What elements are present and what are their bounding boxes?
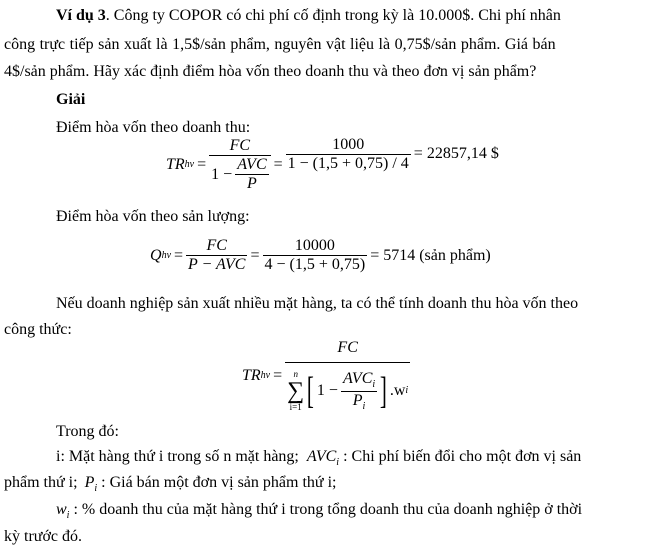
sum-sign: n ∑ i=1 [287, 369, 305, 412]
formula2-fraction-2 [263, 238, 368, 273]
formula1-lhs-sub: hv [184, 159, 195, 170]
formula1-den1-num: AVC [237, 156, 267, 173]
formula2-den1: P − AVC [188, 256, 246, 273]
formula1-fraction-2 [286, 137, 411, 172]
formula3-p: P [352, 391, 363, 409]
example-line-1-text: . Công ty COPOR có chi phí cố định trong kỳ là 10.000$. Chi phí nhân [105, 7, 561, 24]
formula3-sum-bottom: i=1 [289, 402, 302, 412]
formula1-den1-den: P [235, 174, 268, 192]
formula1-num1: FC [229, 137, 251, 154]
formula3-lhs-sub: hv [260, 370, 271, 381]
definition-i: i: Mặt hàng thứ i trong số n mặt hàng; [56, 448, 299, 465]
definition-w-symbol: w [56, 501, 67, 518]
formula3-avc-sub: i [372, 378, 376, 390]
output-intro: Điểm hòa vốn theo sản lượng: [56, 208, 250, 225]
formula1-den1-a: 1 − [211, 165, 233, 183]
formula3-avc: AVC [342, 369, 373, 387]
formula-output-breakeven: Q hv = $\frac{FC}{\text{P − AVC}}$ = $\frac{10000}{4 - (1,5 + 0,75)}$ = 5714 (sản phẩm) [150, 237, 491, 273]
formula3-lhs: TR [242, 367, 261, 384]
formula2-num2: 10000 [294, 237, 335, 254]
formula3-tail: .w [389, 382, 406, 399]
definition-line-2-start: phẩm thứ i; [4, 474, 78, 491]
formula2-result: = 5714 (sản phẩm) [370, 246, 491, 264]
formula2-lhs: Q [150, 246, 162, 264]
formula3-fraction: FC n ∑ i=1 [ 1 − $\frac{AVC_i}{P_i}$ ] .w i [287, 339, 409, 412]
definition-line-3 [56, 502, 582, 521]
multi-line-2: công thức: [4, 321, 72, 338]
definition-line-4: kỳ trước đó. [4, 528, 83, 545]
example-line-3: 4$/sản phẩm. Hãy xác định điểm hòa vốn theo doanh thu và theo đơn vị sản phẩm? [4, 63, 537, 80]
example-line-2: công trực tiếp sản xuất là 1,5$/sản phẩm, nguyên vật liệu là 0,75$/sản phẩm. Giá bán [4, 36, 556, 53]
definition-avc-text: : Chi phí biến đổi cho một đơn vị sản [343, 448, 582, 465]
revenue-intro: Điểm hòa vốn theo doanh thu: [56, 119, 251, 136]
definition-line-2 [4, 475, 336, 494]
formula1-lhs: TR [166, 156, 185, 173]
formula-revenue-breakeven: TR hv = FC 1 − $\frac{\text{AVC}}{P}$ = $\frac{1000}{1 - (1,5 + 0,75) / 4}$ = 22857,14 $ [166, 135, 499, 192]
formula1-den2: 1 − (1,5 + 0,75) / 4 [287, 154, 409, 172]
example-line-1 [56, 8, 561, 24]
formula-multi-product: TR hv = FC n ∑ i=1 [ 1 − $\frac{AVC_i}{P_i}$ ] .w i [242, 339, 409, 412]
example-label: Ví dụ 3 [56, 7, 106, 24]
where-heading: Trong đó: [56, 423, 119, 440]
definition-p-text: : Giá bán một đơn vị sản phẩm thứ i; [101, 474, 337, 491]
formula3-num: FC [337, 339, 358, 356]
formula3-sum-top: n [293, 369, 298, 379]
formula2-den2: 4 − (1,5 + 0,75) [264, 256, 366, 273]
definition-avc-sub: i [336, 457, 340, 468]
formula3-tail-sub: i [405, 385, 409, 396]
definition-w-text: : % doanh thu của mặt hàng thứ i trong tổng doanh thu của doanh nghiệp ở thời [73, 501, 583, 518]
definition-p-sub: i [94, 483, 98, 494]
formula1-fraction-1 [209, 138, 270, 192]
formula2-num1: FC [206, 237, 227, 254]
definition-p-symbol: P [84, 474, 95, 491]
multi-line-1: Nếu doanh nghiệp sản xuất nhiều mặt hàng, ta có thể tính doanh thu hòa vốn theo [56, 295, 579, 312]
formula1-num2: 1000 [332, 135, 365, 153]
formula3-one-minus: 1 − [316, 382, 338, 399]
solution-heading: Giải [56, 91, 86, 108]
formula1-result: = 22857,14 $ [413, 145, 499, 162]
formula3-p-sub: i [362, 400, 366, 412]
definition-avc-symbol: AVC [306, 448, 337, 465]
formula2-lhs-sub: hv [161, 249, 172, 261]
definition-w-sub: i [66, 510, 70, 521]
definition-line-1 [56, 449, 581, 468]
formula2-fraction-1 [186, 238, 247, 273]
